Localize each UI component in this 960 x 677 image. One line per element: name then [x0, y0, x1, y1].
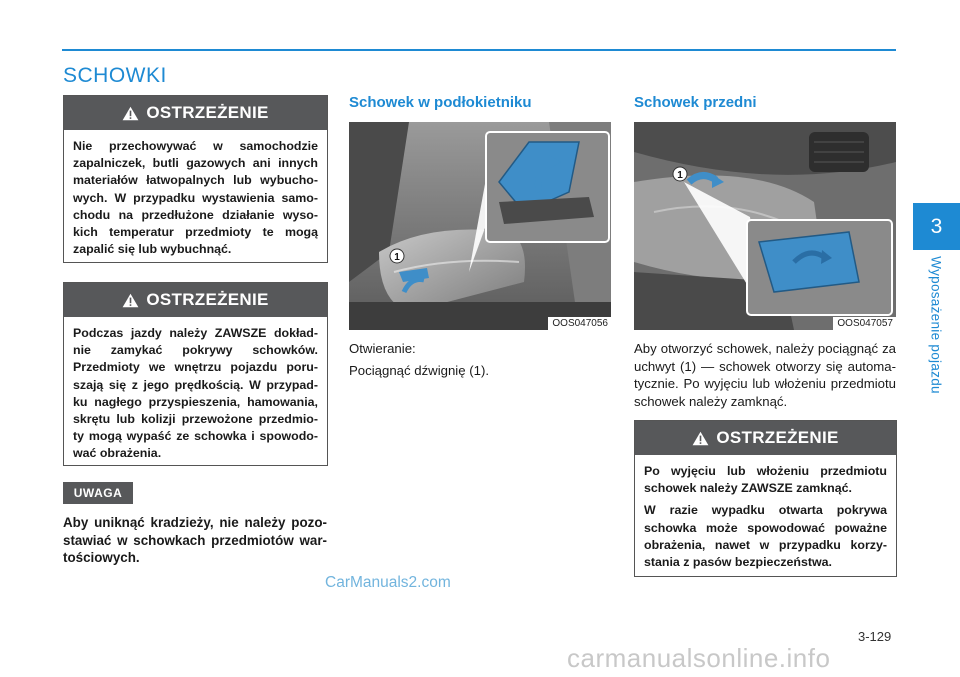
glovebox-paragraph: Aby otworzyć schowek, należy pociągnąć za uchwyt (1) — schowek otworzy się automa-tycznie. Po wyjęciu lub włożeniu przedmiotu schowek należy zamknąć. [634, 341, 896, 409]
armrest-illustration [349, 122, 611, 330]
armrest-instructions [349, 340, 611, 383]
glovebox-photo [634, 122, 896, 330]
section-title: SCHOWKI [63, 64, 167, 87]
page-number: 3-129 [858, 629, 892, 644]
warning-body [635, 455, 896, 571]
warning-box-glovebox [634, 420, 897, 577]
chapter-tab[interactable]: 3 [913, 203, 960, 250]
warning-paragraph-1: Po wyjęciu lub włożeniu przedmiotu schowek należy ZAWSZE zamknąć. [644, 464, 887, 496]
footer-watermark: carmanualsonline.info [567, 643, 831, 673]
note-text: Aby uniknąć kradzieży, nie należy pozo-stawiać w schowkach przedmiotów war-tościowych. [63, 515, 327, 565]
instruction-line-2: Pociągnąć dźwignię (1). [349, 362, 490, 378]
warning-header [64, 283, 327, 317]
glovebox-instructions [634, 340, 896, 414]
instruction-line-1: Otwieranie: [349, 341, 416, 356]
warning-triangle-icon [122, 293, 139, 308]
glovebox-callout-number: 1 [677, 170, 683, 181]
warning-title: OSTRZEŻENIE [716, 428, 839, 447]
warning-title: OSTRZEŻENIE [146, 290, 269, 309]
warning-header [64, 96, 327, 130]
warning-box-lids [63, 282, 328, 466]
warning-body [64, 130, 327, 258]
warning-text: Nie przechowywać w samochodzie zapalniczek, butli gazowych ani innych materiałów łatwopalnych lub wybucho-wych. W przypadku wystawienia samo-chodu na przedłużone działanie wyso-kich temperatur przedmioty te mogą zapalić się lub wybuchnąć. [73, 139, 318, 257]
warning-paragraph-2: W razie wypadku otwarta pokrywa schowka może spowodować poważne obrażenia, nawet w przypadku korzy-stania z pasów bezpieczeństwa. [644, 503, 887, 570]
glovebox-illustration [634, 122, 896, 330]
image-code: OOS047056 [548, 317, 611, 330]
glovebox-heading: Schowek przedni [634, 94, 757, 111]
chapter-title: Wyposażenie pojazdu [928, 256, 944, 394]
warning-box-lighters [63, 95, 328, 263]
armrest-storage-photo [349, 122, 611, 330]
warning-header [635, 421, 896, 455]
top-rule [62, 49, 896, 51]
warning-title: OSTRZEŻENIE [146, 103, 269, 122]
armrest-callout-number: 1 [394, 252, 400, 263]
warning-text: Podczas jazdy należy ZAWSZE dokład-nie zamykać pokrywy schowków. Przedmioty we wnętrzu pojazdu poru-szają się z jego prędkością. W przypad-ku nagłego przyspieszenia, hamowania, skrętu lub kolizji przewożone przedmio-ty mogą wypaść ze schowka i spowodo-wać obrażenia. [73, 326, 318, 461]
armrest-storage-heading: Schowek w podłokietniku [349, 94, 532, 111]
warning-body [64, 317, 327, 463]
site-watermark: CarManuals2.com [325, 574, 451, 591]
warning-triangle-icon [122, 106, 139, 121]
warning-triangle-icon [692, 431, 709, 446]
image-code: OOS047057 [833, 317, 896, 330]
note-badge: UWAGA [63, 482, 133, 504]
